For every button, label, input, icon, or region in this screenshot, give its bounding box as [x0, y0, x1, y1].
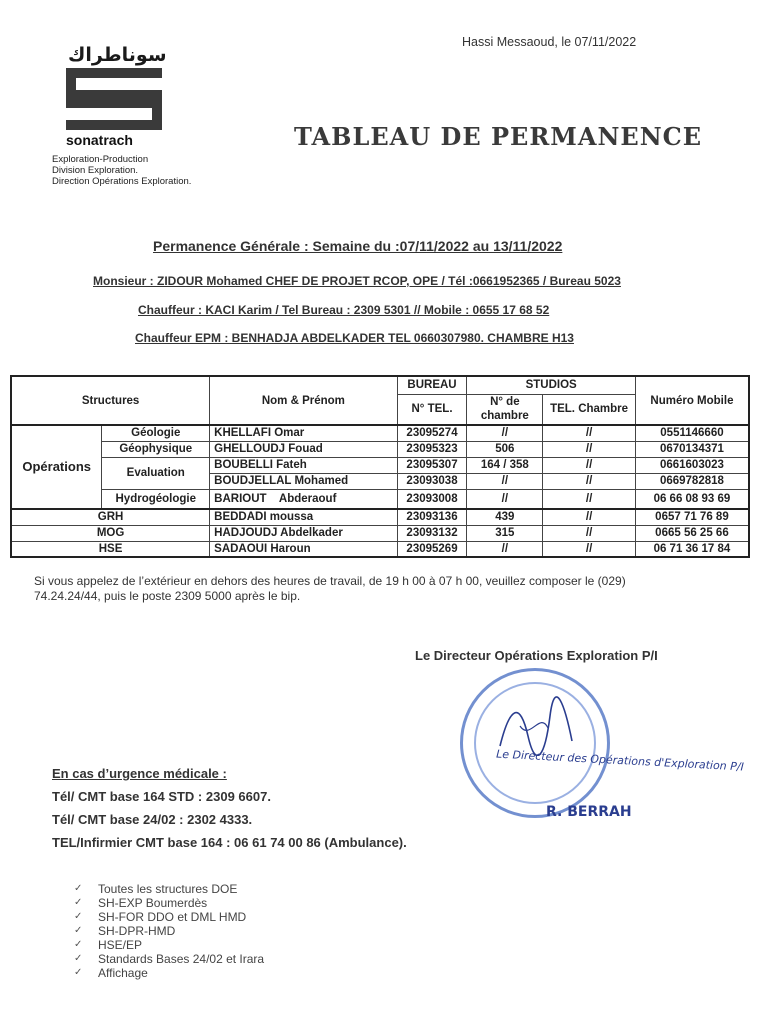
check-icon: ✓: [74, 883, 83, 894]
permanence-table: [10, 375, 750, 558]
emergency-line: TEL/Infirmier CMT base 164 : 06 61 74 00 86 (Ambulance).: [52, 835, 407, 850]
header-studios: STUDIOS: [467, 376, 635, 394]
emergency-line: Tél/ CMT base 24/02 : 2302 4333.: [52, 812, 253, 827]
row-tel: 23093136: [397, 509, 467, 525]
after-hours-notice: Si vous appelez de l’extérieur en dehors des heures de travail, de 19 h 00 à 07 h 00, veuillez composer le (029) 74.24.24/44, puis le poste 2309 5000 après le bip.: [34, 574, 626, 603]
row-structure: Géologie: [102, 425, 210, 441]
table-row: [11, 425, 749, 441]
logo-line: Exploration-Production: [52, 154, 149, 165]
distribution-item: HSE/EP: [98, 938, 143, 952]
row-tel: 23095274: [397, 425, 467, 441]
row-name: SADAOUI Haroun: [210, 541, 397, 557]
check-icon: ✓: [74, 967, 83, 978]
logo-arabic-text: سوناطراك: [68, 44, 167, 66]
row-telchambre: //: [543, 509, 636, 525]
row-mobile: 0657 71 76 89: [635, 509, 749, 525]
row-telchambre: //: [543, 425, 636, 441]
row-name: GHELLOUDJ Fouad: [210, 441, 397, 457]
header-nom: Nom & Prénom: [210, 376, 397, 425]
row-structure: Hydrogéologie: [102, 489, 210, 509]
row-telchambre: //: [543, 457, 636, 473]
row-structure: MOG: [11, 525, 210, 541]
row-chambre: //: [467, 473, 543, 489]
row-name: BEDDADI moussa: [210, 509, 397, 525]
row-mobile: 06 66 08 93 69: [635, 489, 749, 509]
row-tel: 23095323: [397, 441, 467, 457]
emergency-line: Tél/ CMT base 164 STD : 2309 6607.: [52, 789, 271, 804]
logo-subtitle: [52, 154, 191, 187]
row-chambre: //: [467, 541, 543, 557]
row-chambre: //: [467, 425, 543, 441]
header-telchambre: TEL. Chambre: [543, 394, 636, 425]
header-bureau: BUREAU: [397, 376, 467, 394]
list-item: [74, 966, 264, 980]
row-chambre: 315: [467, 525, 543, 541]
row-structure: HSE: [11, 541, 210, 557]
distribution-item: Standards Bases 24/02 et Irara: [98, 952, 265, 966]
row-name: BOUDJELLAL Mohamed: [210, 473, 397, 489]
check-icon: ✓: [74, 939, 83, 950]
check-icon: ✓: [74, 897, 83, 908]
stamp-text: Le Directeur des Opérations d'Exploration P/I: [495, 747, 745, 774]
row-structure: GRH: [11, 509, 210, 525]
row-telchambre: //: [543, 489, 636, 509]
distribution-item: Toutes les structures DOE: [98, 882, 238, 896]
row-name: BARIOUT Abderaouf: [210, 489, 397, 509]
row-telchambre: //: [543, 541, 636, 557]
row-chambre: //: [467, 489, 543, 509]
list-item: [74, 938, 264, 952]
row-name: HADJOUDJ Abdelkader: [210, 525, 397, 541]
row-chambre: 506: [467, 441, 543, 457]
distribution-list: [74, 882, 264, 980]
distribution-item: SH-FOR DDO et DML HMD: [98, 910, 247, 924]
distribution-item: SH-DPR-HMD: [98, 924, 176, 938]
row-telchambre: //: [543, 473, 636, 489]
emergency-heading: En cas d’urgence médicale :: [52, 766, 227, 781]
table-row: [11, 489, 749, 509]
row-tel: 23093008: [397, 489, 467, 509]
table-row: [11, 457, 749, 473]
logo-line: Direction Opérations Exploration.: [52, 176, 192, 187]
row-telchambre: //: [543, 441, 636, 457]
table-row: [11, 541, 749, 557]
row-telchambre: //: [543, 525, 636, 541]
director-title: Le Directeur Opérations Exploration P/I: [415, 648, 658, 663]
row-mobile: 06 71 36 17 84: [635, 541, 749, 557]
driver-epm-info: Chauffeur EPM : BENHADJA ABDELKADER TEL 0660307980. CHAMBRE H13: [135, 331, 574, 345]
row-chambre: 164 / 358: [467, 457, 543, 473]
row-mobile: 0665 56 25 66: [635, 525, 749, 541]
date-line: Hassi Messaoud, le 07/11/2022: [462, 35, 637, 49]
medical-emergency: [52, 762, 407, 854]
row-tel: 23093132: [397, 525, 467, 541]
check-icon: ✓: [74, 925, 83, 936]
permanence-week: Permanence Générale : Semaine du :07/11/2022 au 13/11/2022: [153, 238, 563, 254]
header-structures: Structures: [11, 376, 210, 425]
list-item: [74, 896, 264, 910]
page-title: TABLEAU DE PERMANENCE: [294, 122, 703, 151]
row-mobile: 0670134371: [635, 441, 749, 457]
header-mobile: Numéro Mobile: [635, 376, 749, 425]
header-nchambre: N° de chambre: [467, 394, 543, 425]
row-mobile: 0551146660: [635, 425, 749, 441]
check-icon: ✓: [74, 953, 83, 964]
distribution-item: SH-EXP Boumerdès: [98, 896, 208, 910]
list-item: [74, 924, 264, 938]
signatory-name: R. BERRAH: [546, 804, 632, 820]
row-mobile: 0669782818: [635, 473, 749, 489]
table-row: [11, 441, 749, 457]
row-chambre: 439: [467, 509, 543, 525]
row-mobile: 0661603023: [635, 457, 749, 473]
sonatrach-s-icon: [66, 68, 162, 130]
permanence-manager: Monsieur : ZIDOUR Mohamed CHEF DE PROJET RCOP, OPE / Tél :0661952365 / Bureau 5023: [93, 274, 621, 288]
row-tel: 23093038: [397, 473, 467, 489]
list-item: [74, 882, 264, 896]
list-item: [74, 952, 264, 966]
row-name: BOUBELLI Fateh: [210, 457, 397, 473]
table-row: [11, 525, 749, 541]
logo-line: Division Exploration.: [52, 165, 139, 176]
logo-brand: sonatrach: [66, 132, 133, 148]
row-name: KHELLAFI Omar: [210, 425, 397, 441]
list-item: [74, 910, 264, 924]
driver-info: Chauffeur : KACI Karim / Tel Bureau : 2309 5301 // Mobile : 0655 17 68 52: [138, 303, 550, 317]
check-icon: ✓: [74, 911, 83, 922]
table-row: [11, 509, 749, 525]
group-operations: Opérations: [11, 425, 102, 509]
row-tel: 23095269: [397, 541, 467, 557]
distribution-item: Affichage: [98, 966, 148, 980]
row-structure: Evaluation: [102, 457, 210, 489]
row-structure: Géophysique: [102, 441, 210, 457]
header-ntel: N° TEL.: [397, 394, 467, 425]
row-tel: 23095307: [397, 457, 467, 473]
